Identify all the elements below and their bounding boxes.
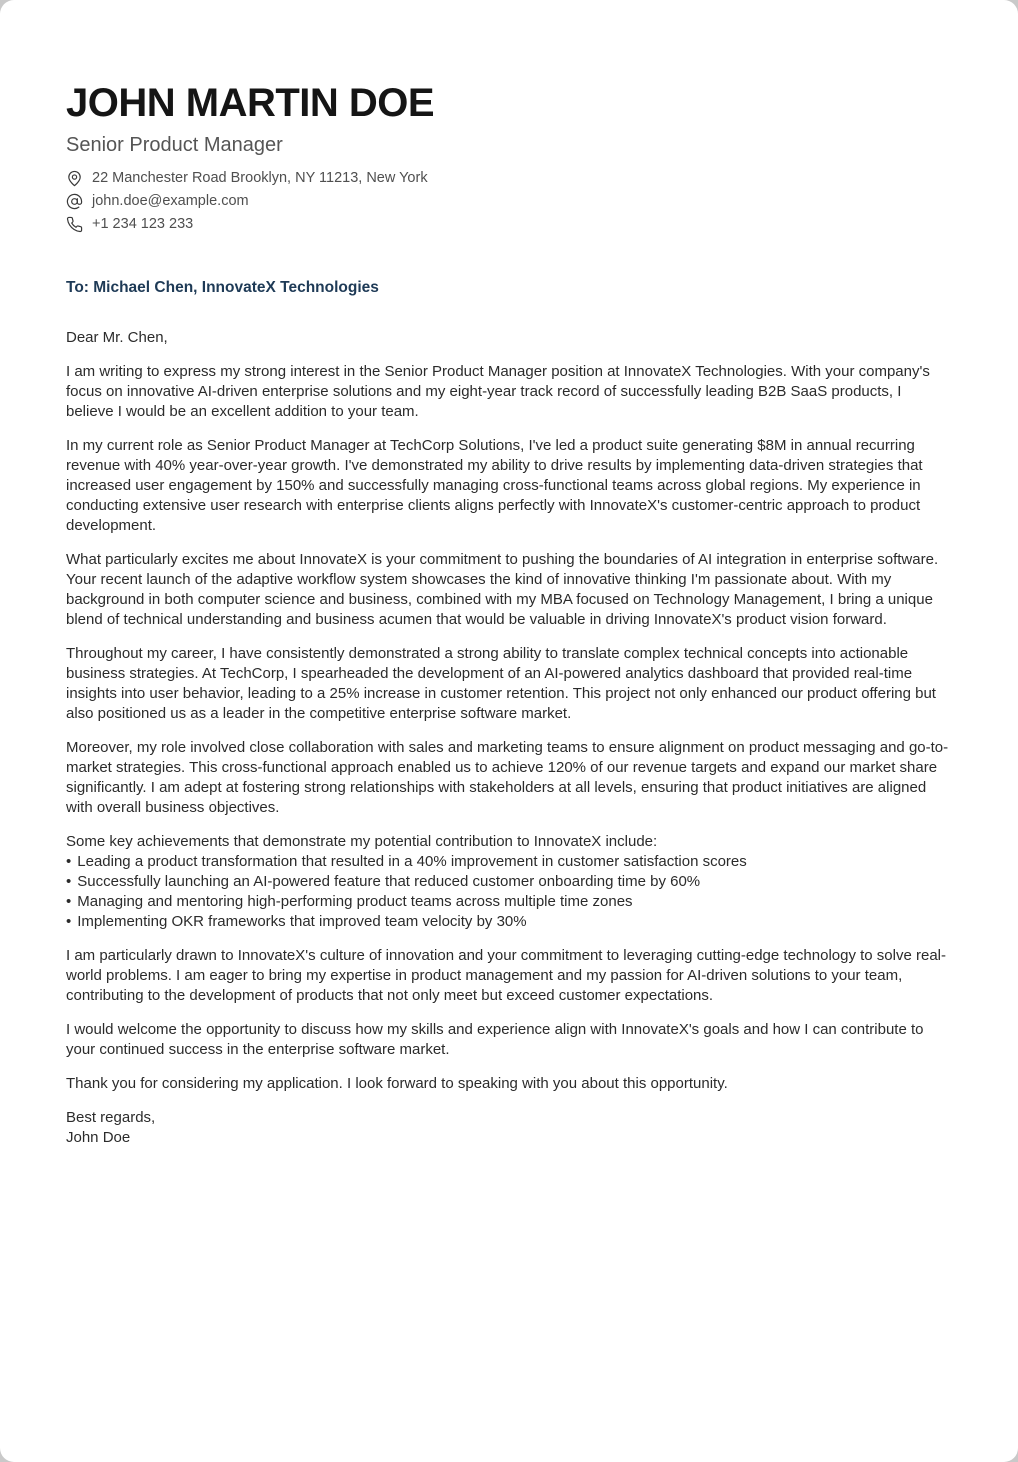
achievements-intro: Some key achievements that demonstrate my potential contribution to InnovateX include: bbox=[66, 833, 658, 850]
paragraph-collaboration: Moreover, my role involved close collaboration with sales and marketing teams to ensure alignment on product messaging and go-to-market strategies. This cross-functional approach enabled us to achieve 120% of our revenue targets and expand our market share significantly. I am adept at fostering strong relationships with stakeholders at all levels, ensuring that product initiatives are aligned with overall business objectives. bbox=[66, 739, 949, 816]
person-name: JOHN MARTIN DOE bbox=[66, 81, 435, 125]
achievements-block bbox=[66, 832, 952, 932]
signoff: Best regards, bbox=[66, 1109, 156, 1126]
achievement-text: Leading a product transformation that resulted in a 40% improvement in customer satisfaction scores bbox=[77, 853, 747, 870]
paragraph-intro: I am writing to express my strong interest in the Senior Product Manager position at InnovateX Technologies. With your company's focus on innovative AI-driven enterprise solutions and my eight-year track record of successfully leading B2B SaaS products, I believe I would be an excellent addition to your team. bbox=[66, 363, 930, 420]
signoff-block bbox=[66, 1108, 952, 1148]
paragraph-career: Throughout my career, I have consistently demonstrated a strong ability to translate complex technical concepts into actionable business strategies. At TechCorp, I spearheaded the development of an AI-powered analytics dashboard that provided real-time insights into user behavior, leading to a 25% increase in customer retention. This project not only enhanced our product offering but also positioned us as a leader in the competitive enterprise software market. bbox=[66, 645, 936, 722]
achievement-item bbox=[66, 892, 952, 912]
paragraph-thanks: Thank you for considering my application. I look forward to speaking with you about this opportunity. bbox=[66, 1075, 728, 1092]
paragraph-excitement: What particularly excites me about InnovateX is your commitment to pushing the boundaries of AI integration in enterprise software. Your recent launch of the adaptive workflow system showcases the kind of innovative thinking I'm passionate about. With my background in both computer science and business, combined with my MBA focused on Technology Management, I bring a unique blend of technical understanding and business acumen that would be valuable in driving InnovateX's product vision forward. bbox=[66, 551, 939, 628]
contact-row-phone bbox=[66, 216, 952, 233]
paragraph-welcome: I would welcome the opportunity to discuss how my skills and experience align with InnovateX's goals and how I can contribute to your continued success in the enterprise software market. bbox=[66, 1021, 924, 1058]
contact-row-address bbox=[66, 170, 952, 187]
achievement-text: Successfully launching an AI-powered feature that reduced customer onboarding time by 60% bbox=[77, 873, 701, 890]
bullet-glyph: • bbox=[66, 913, 72, 930]
person-job-title: Senior Product Manager bbox=[66, 134, 283, 156]
contact-address: 22 Manchester Road Brooklyn, NY 11213, New York bbox=[92, 170, 428, 186]
letter-body bbox=[66, 279, 952, 1148]
contact-row-email bbox=[66, 193, 952, 210]
achievement-text: Managing and mentoring high-performing product teams across multiple time zones bbox=[77, 893, 633, 910]
greeting: Dear Mr. Chen, bbox=[66, 329, 168, 346]
contact-phone: +1 234 123 233 bbox=[92, 216, 194, 232]
location-pin-icon bbox=[66, 170, 83, 187]
achievement-item bbox=[66, 872, 952, 892]
contact-email: john.doe@example.com bbox=[92, 193, 249, 209]
achievement-item bbox=[66, 852, 952, 872]
bullet-glyph: • bbox=[66, 853, 72, 870]
bullet-glyph: • bbox=[66, 893, 72, 910]
at-sign-icon bbox=[66, 193, 83, 210]
paragraph-current-role: In my current role as Senior Product Manager at TechCorp Solutions, I've led a product suite generating $8M in annual recurring revenue with 40% year-over-year growth. I've demonstrated my ability to drive results by implementing data-driven strategies that increased user engagement by 150% and successfully managing cross-functional teams across global regions. My experience in conducting extensive user research with enterprise clients aligns perfectly with InnovateX's customer-centric approach to product development. bbox=[66, 437, 923, 534]
contact-list bbox=[66, 170, 952, 233]
achievement-text: Implementing OKR frameworks that improved team velocity by 30% bbox=[77, 913, 527, 930]
recipient-line: To: Michael Chen, InnovateX Technologies bbox=[66, 279, 379, 296]
phone-icon bbox=[66, 216, 83, 233]
letter-header bbox=[66, 82, 952, 233]
signature: John Doe bbox=[66, 1129, 131, 1146]
achievement-item bbox=[66, 912, 952, 932]
bullet-glyph: • bbox=[66, 873, 72, 890]
paragraph-culture: I am particularly drawn to InnovateX's culture of innovation and your commitment to leveraging cutting-edge technology to solve real-world problems. I am eager to bring my expertise in product management and my passion for AI-driven solutions to your team, contributing to the development of products that not only meet but exceed customer expectations. bbox=[66, 947, 946, 1004]
